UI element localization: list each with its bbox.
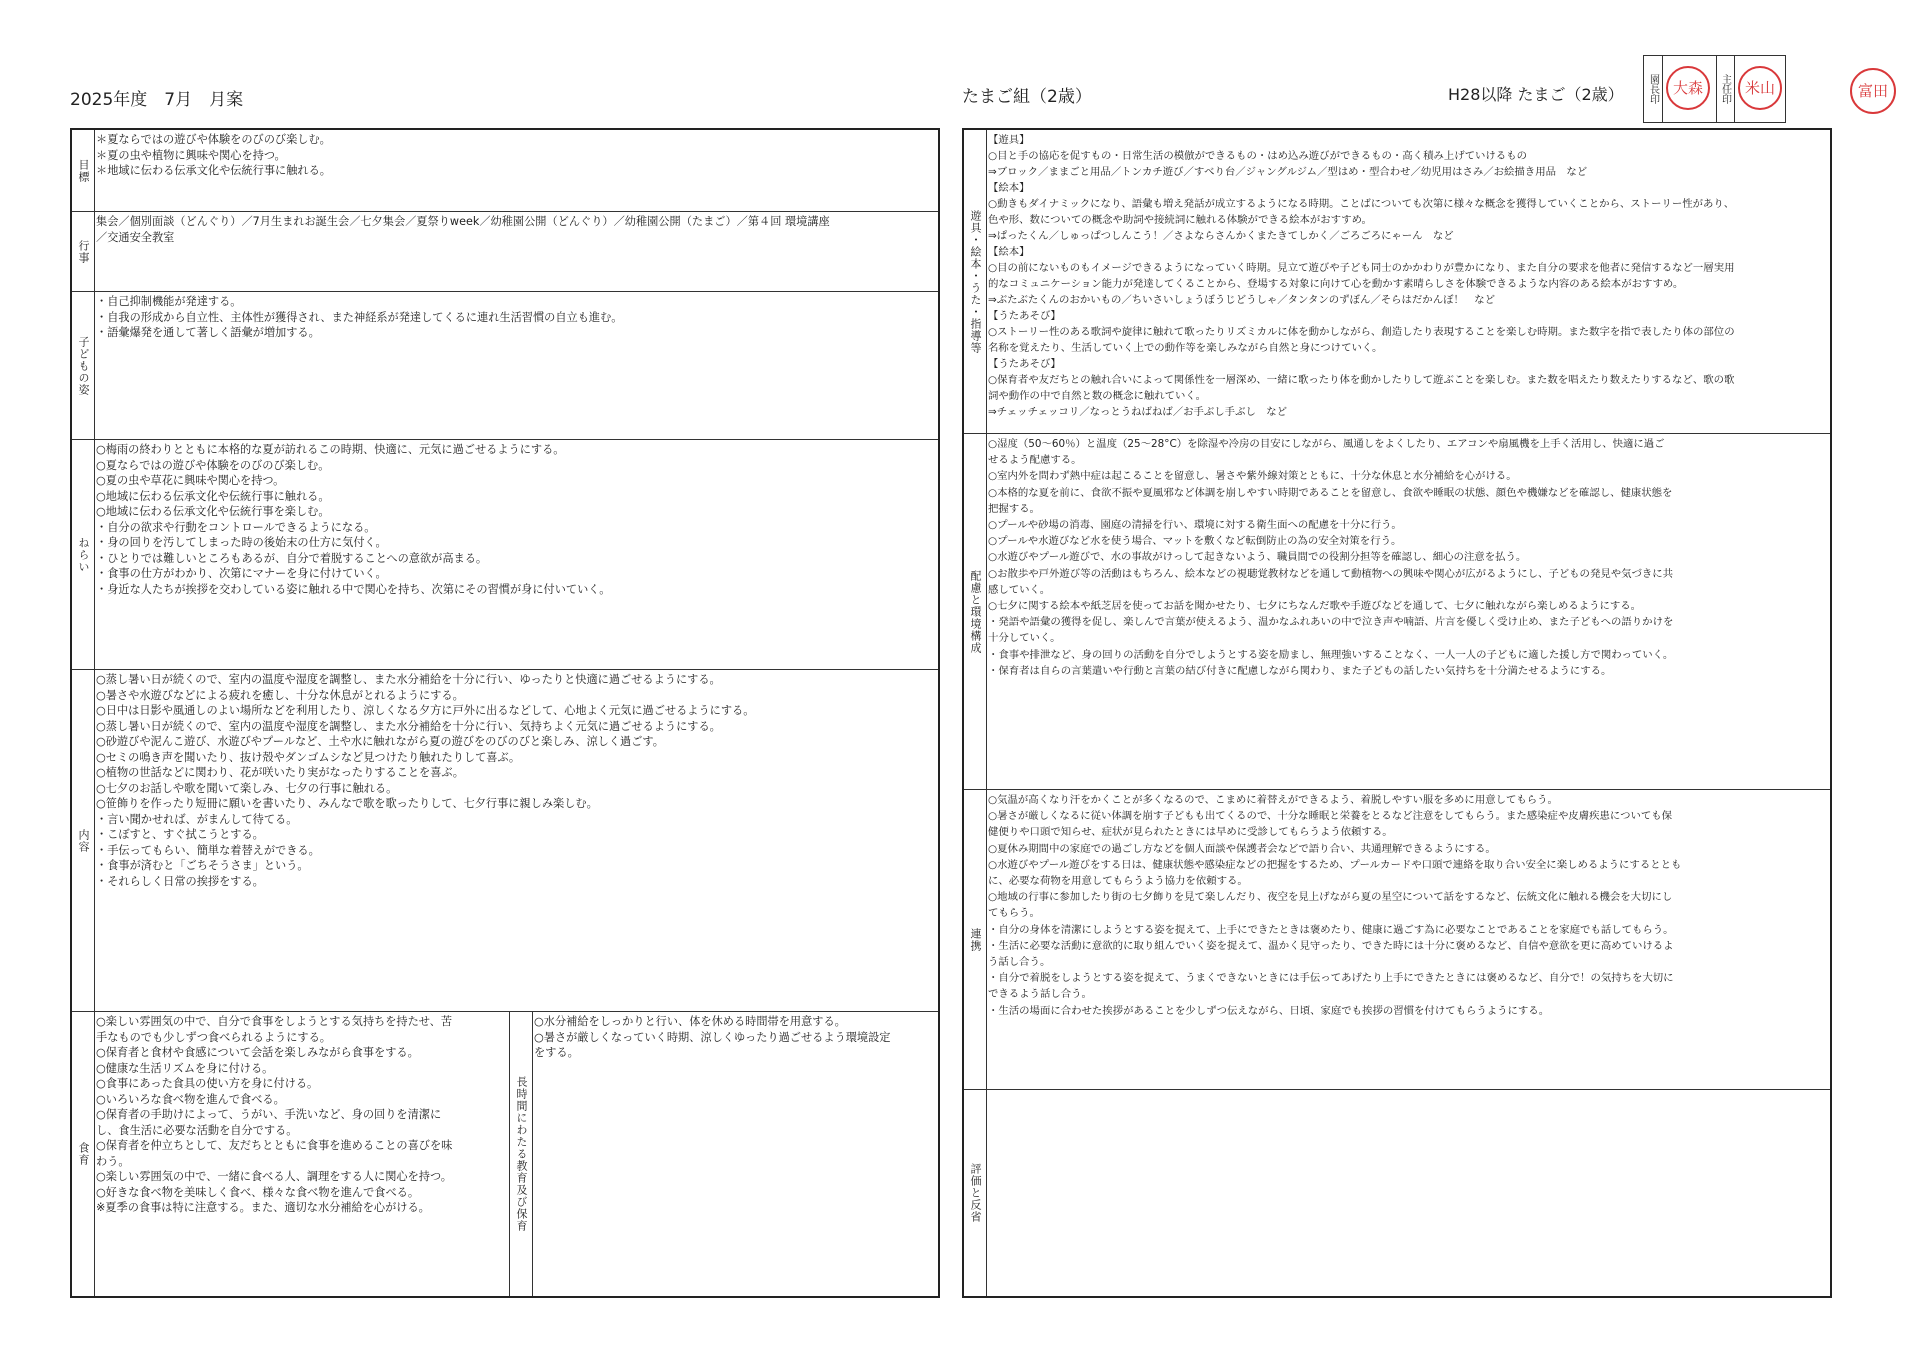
text-line: 【うたあそび】 [988,358,1061,370]
text-line: し、食生活に必要な活動を自分でする。 [96,1123,298,1137]
text-line: ○保育者や友だちとの触れ合いによって関係性を一層深め、一緒に歌ったり体を動かしたりして遊ぶことを楽しむ。また数を唱えたり数えたりするなど、歌の歌 [988,374,1735,386]
text-line: ・語彙爆発を通して著しく語彙が増加する。 [96,326,320,339]
food-row [72,1012,938,1296]
text-line: ○保育者と食材や食感について会話を楽しみながら食事をする。 [96,1046,419,1059]
left-plan-table [70,128,940,1298]
text-line: ○蒸し暑い日が続くので、室内の温度や湿度を調整し、また水分補給を十分に行い、ゆったりと快適に過ごせるようにする。 [96,673,721,686]
class-name: たまご組（2歳） [962,87,1092,107]
environment-row [964,434,1830,790]
text-line: ※夏季の食事は特に注意する。また、適切な水分補給を心がける。 [96,1201,430,1214]
chief-seal: 米山 [1738,66,1782,110]
text-line: 詞や動作の中で自然と数の概念に触れていく。 [988,390,1206,402]
text-line: ○本格的な夏を前に、食欲不振や夏風邪など体調を崩しやすい時期であることを留意し、食欲や睡眠の状態、顔色や機嫌などを確認し、健康状態を [988,486,1673,499]
events-label: 行事 [72,212,95,291]
text-line: ○蒸し暑い日が続くので、室内の温度や湿度を調整し、また水分補給を十分に行い、気持ちよく元気に過ごせるようにする。 [96,719,721,733]
text-line: ○水分補給をしっかりと行い、体を休める時間帯を用意する。 [534,1015,846,1028]
text-line: ○日中は日影や風通しのよい場所などを利用したり、涼しくなる夕方に戸外に出るなどして、心地よく元気に過ごせるようにする。 [96,704,755,717]
text-line: ○動きもダイナミックになり、語彙も増え発話が成立するようになる時期。ことばについても次第に様々な概念を獲得していくことから、ストーリー性があり、 [988,198,1735,210]
text-line: ・自分の身体を清潔にしようとする姿を捉えて、上手にできたときは褒めたり、健康に過ごす為に必要なことであることを家庭でも話してもらう。 [988,923,1674,936]
text-line: わう。 [96,1154,130,1168]
aims-row [72,440,938,670]
text-line: ○夏ならではの遊びや体験をのびのび楽しむ。 [96,458,330,472]
text-line: ⇒チェッチェッコリ／なっとうねばねば／お手ぶし手ぶし など [988,406,1288,418]
text-line: 色や形、数についての概念や助詞や接続詞に触れる体験ができる絵本がおすすめ。 [988,214,1372,226]
food-content [96,1014,495,1294]
text-line: ⇒ぱったくん／しゅっぱつしんこう！／さよならさんかくまたきてしかく／ごろごろにゃーん など [988,230,1454,242]
events-row [72,212,938,292]
child-row [72,292,938,440]
text-line: ・食事や排泄など、身の回りの活動を自分でしようとする姿を励まし、無理強いすることなく、一人一人の子どもに適した援し方で関わっていく。 [988,648,1674,661]
text-line: ○お散歩や戸外遊び等の活動はもちろん、絵本などの視聴覚教材などを通して動植物への興味や関心が広がるようにし、子どもの発見や気づきに共 [988,567,1674,580]
text-line: 【絵本】 [988,182,1030,194]
text-line: ・自分で着脱をしようとする姿を捉えて、うまくできないときには手伝ってあげたり上手にできたときには褒めるなど、自分で！の気持ちを大切に [988,972,1674,985]
text-line: ○楽しい雰囲気の中で、自分で食事をしようとする気持ちを持たせ、苦 [96,1015,453,1028]
text-line: ○湿度（50～60％）と温度（25～28°C）を除湿や冷房の目安にしながら、風通しをよくしたり、エアコンや扇風機を上手く活用し、快適に過ご [988,438,1665,450]
play-row [964,130,1830,434]
text-line: ・言い聞かせれば、がまんして待てる。 [96,812,298,826]
text-line: ○気温が高くなり汗をかくことが多くなるので、こまめに着替えができるよう、着脱しやすい服を多めに用意してもらう。 [988,794,1558,806]
text-line: ○ストーリー性のある歌詞や旋律に触れて歌ったりリズミカルに体を動かしながら、創造したり表現することを楽しむ時期。また数字を指で表したり体の部位の [988,326,1735,338]
content-row [72,670,938,1012]
text-line: ＊夏ならではの遊びや体験をのびのび楽しむ。 [96,133,331,146]
text-line: ○セミの鳴き声を聞いたり、抜け殻やダンゴムシなど見つけたり触れたりして喜ぶ。 [96,750,521,764]
text-line: ○植物の世話などに関わり、花が咲いたり実がなったりすることを喜ぶ。 [96,766,464,779]
text-line: ○暑さや水遊びなどによる疲れを癒し、十分な休息がとれるようにする。 [96,688,464,702]
text-line: う話し合う。 [988,956,1051,969]
text-line: ・生活の場面に合わせた挨拶があることを少しずつ伝えながら、日頃、家庭でも挨拶の習慣を付けてもらうようにする。 [988,1004,1550,1017]
text-line: ○プールや水遊びなど水を使う場合、マットを敷くなど転倒防止の為の安全対策を行う。 [988,535,1402,548]
play-label: 遊具・絵本・うた・指導等 [964,130,987,433]
text-line: ○水遊びやプール遊びで、水の事故がけっして起きないよう、職員間での役割分担等を確認し、細心の注意を払う。 [988,551,1527,564]
text-line: てもらう。 [988,907,1040,920]
text-line: ○笹飾りを作ったり短冊に願いを書いたり、みんなで歌を歌ったりして、七夕行事に親しみ楽しむ。 [96,797,598,810]
text-line: ○梅雨の終わりとともに本格的な夏が訪れるこの時期、快適に、元気に過ごせるようにする。 [96,443,565,456]
content-label: 内容 [72,670,95,1011]
evaluation-row [964,1090,1830,1296]
cooperation-label: 連携 [964,790,987,1089]
goals-content [96,132,936,209]
text-line: ○健康な生活リズムを身に付ける。 [96,1061,274,1075]
plan-title: 2025年度 7月 月案 [70,90,244,110]
text-line: に、必要な荷物を用意してもらうよう協力を依頼する。 [988,875,1248,888]
text-line: 的なコミュニケーション能力が発達してくることから、登場する対象に向けて心を動かす素晴らしさを体験できるような内容のある絵本がおすすめ。 [988,278,1684,290]
principal-seal: 大森 [1666,66,1710,110]
approval-stamps [1643,55,1786,123]
teacher-seal: 富田 [1850,68,1896,114]
text-line: ○暑さが厳しくなっていく時期、涼しくゆったり過ごせるよう環境設定 [534,1030,891,1044]
goals-row [72,130,938,212]
text-line: ○目と手の協応を促すもの・日常生活の模倣ができるもの・はめ込み遊びができるもの・高く積み上げていけるもの [988,150,1527,162]
text-line: 【絵本】 [988,246,1030,258]
version-label: H28以降 たまご（2歳） [1448,85,1624,104]
text-line: ・食事の仕方がわかり、次第にマナーを身に付けていく。 [96,567,387,580]
aims-label: ねらい [72,440,95,669]
long-care-content [534,1014,936,1294]
text-line: ○夏の虫や草花に興味や関心を持つ。 [96,474,285,487]
child-label: 子どもの姿 [72,292,95,439]
text-line: 手なものでも少しずつ食べられるようにする。 [96,1030,331,1044]
text-line: ○目の前にないものもイメージできるようになっていく時期。見立て遊びや子ども同士のかかわりが豊かになり、また自分の要求を他者に発信するなど一層実用 [988,262,1735,274]
cooperation-content [988,792,1828,1087]
goals-label: 目標 [72,130,95,211]
text-line: 【遊具】 [988,134,1030,146]
text-line: ・保育者は自らの言葉遣いや行動と言葉の結び付きに配慮しながら関わり、また子どもの話したい気持ちを十分満たせるようにする。 [988,664,1612,677]
text-line: ／交通安全教室 [96,230,175,244]
text-line: ○七夕のお話しや歌を聞いて楽しみ、七夕の行事に触れる。 [96,781,398,795]
text-line: ⇒ブロック／ままごと用品／トンカチ遊び／すべり台／ジャングルジム／型はめ・型合わせ／幼児用はさみ／お絵描き用品 など [988,166,1588,178]
evaluation-label: 評価と反省 [964,1090,987,1296]
text-line: ○暑さが厳しくなるに従い体調を崩す子どもも出てくるので、十分な睡眠と栄養をとるなど注意をしてもらう。また感染症や皮膚疾患についても保 [988,810,1673,823]
text-line: ○プールや砂場の消毒、園庭の清掃を行い、環境に対する衛生面への配慮を十分に行う。 [988,519,1402,532]
text-line: ○食事にあった食具の使い方を身に付ける。 [96,1077,319,1090]
food-label: 食育 [72,1012,95,1296]
text-line: できるよう話し合う。 [988,988,1092,1001]
text-line: ＊地域に伝わる伝承文化や伝統行事に触れる。 [96,164,331,177]
child-content [96,294,936,437]
environment-content [988,436,1828,787]
text-line: 感していく。 [988,583,1051,596]
environment-label: 配慮と環境構成 [964,434,987,789]
text-line: ○楽しい雰囲気の中で、一緒に食べる人、調理をする人に関心を持つ。 [96,1170,452,1183]
text-line: ○好きな食べ物を美味しく食べ、様々な食べ物を進んで食べる。 [96,1185,420,1199]
content-content [96,672,936,1009]
text-line: ○砂遊びや泥んこ遊び、水遊びやプールなど、土や水に触れながら夏の遊びをのびのびと楽しみ、涼しく過ごす。 [96,735,664,748]
play-content [988,132,1828,431]
text-line: をする。 [534,1046,579,1059]
text-line: せるよう配慮する。 [988,454,1082,467]
text-line: ○夏休み期間中の家庭での過ごし方などを個人面談や保護者会などで語り合い、共通理解できるようにする。 [988,842,1496,855]
text-line: ・それらしく日常の挨拶をする。 [96,874,264,888]
evaluation-content [988,1092,1828,1294]
text-line: 健便りや口頭で知らせ、症状が見られたときには早めに受診してもらうよう依頼する。 [988,826,1393,839]
text-line: ⇒ぶたぶたくんのおかいもの／ちいさいしょうぼうじどうしゃ／タンタンのずぼん／そらはだかんぼ！ など [988,294,1496,306]
text-line: 集会／個別面談（どんぐり）／7月生まれお誕生会／七夕集会／夏祭りweek／幼稚園公開（どんぐり）／幼稚園公開（たまご）／第４回 環境講座 [96,215,830,228]
text-line: ○保育者を仲立ちとして、友だちとともに食事を進めることの喜びを味 [96,1139,453,1152]
text-line: ・自我の形成から自立性、主体性が獲得され、また神経系が発達してくるに連れ生活習慣の自立も進む。 [96,310,623,324]
text-line: ○室内外を問わず熱中症は起こることを留意し、暑さや紫外線対策とともに、十分な休息と水分補給を心がける。 [988,470,1517,483]
text-line: ・ひとりでは難しいところもあるが、自分で着脱することへの意欲が高まる。 [96,551,488,565]
text-line: ・身の回りを汚してしまった時の後始末の仕方に気付く。 [96,536,387,549]
right-plan-table [962,128,1832,1298]
text-line: ○保育者の手助けによって、うがい、手洗いなど、身の回りを清潔に [96,1108,442,1121]
text-line: ・こぼすと、すぐ拭こうとする。 [96,828,264,841]
aims-content [96,442,936,667]
events-content [96,214,936,289]
long-care-label: 長時間にわたる教育及び保育 [509,1012,533,1296]
cooperation-row [964,790,1830,1090]
text-line: ・生活に必要な活動に意欲的に取り組んでいく姿を捉えて、温かく見守ったり、できた時には十分に褒めるなど、自信や意欲を更に高めていけるよ [988,939,1674,952]
text-line: ○地域の行事に参加したり街の七夕飾りを見て楽しんだり、夜空を見上げながら夏の星空について話をするなど、伝統文化に触れる機会を大切にし [988,891,1673,904]
text-line: ○水遊びやプール遊びをする日は、健康状態や感染症などの把握をするため、プールカードや口頭で連絡を取り合い安全に楽しめるようにするととも [988,858,1682,871]
text-line: ＊夏の虫や植物に興味や関心を持つ。 [96,148,286,162]
text-line: ・自己抑制機能が発達する。 [96,295,242,308]
text-line: ○地域に伝わる伝承文化や伝統行事を楽しむ。 [96,505,330,518]
text-line: ・発語や語彙の獲得を促し、楽しんで言葉が使えるよう、温かなふれあいの中で泣き声や喃語、片言を優しく受け止め、また子どもへの語りかけを [988,616,1674,629]
text-line: ○いろいろな食べ物を進んで食べる。 [96,1092,285,1106]
text-line: ・自分の欲求や行動をコントロールできるようになる。 [96,520,376,534]
text-line: ・手伝ってもらい、簡単な着替えができる。 [96,843,320,857]
text-line: 把握する。 [988,502,1040,515]
text-line: 十分していく。 [988,632,1061,645]
principal-stamp-label: 園長印 [1644,56,1663,122]
text-line: ○七夕に関する絵本や紙芝居を使ってお話を聞かせたり、七夕にちなんだ歌や手遊びなどを通して、七夕に触れながら楽しめるようにする。 [988,600,1642,613]
text-line: ・身近な人たちが挨拶を交わしている姿に触れる中で関心を持ち、次第にその習慣が身に付いていく。 [96,582,611,596]
chief-stamp-label: 主任印 [1716,56,1735,122]
text-line: 名称を覚えたり、生活していく上での動作等を楽しみながら自然と身につけていく。 [988,342,1383,354]
text-line: ○地域に伝わる伝承文化や伝統行事に触れる。 [96,489,330,503]
text-line: ・食事が済むと「ごちそうさま」という。 [96,859,309,872]
text-line: 【うたあそび】 [988,310,1061,322]
